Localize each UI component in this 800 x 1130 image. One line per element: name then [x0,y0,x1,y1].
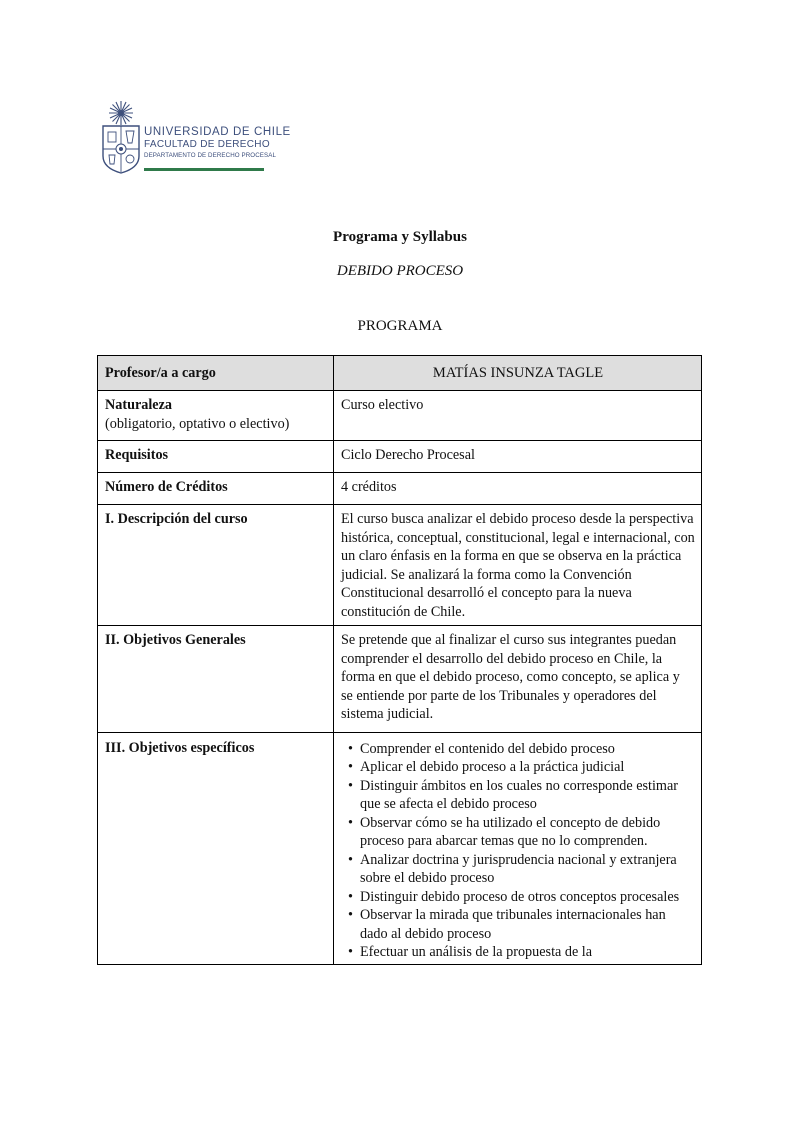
descripcion-value: El curso busca analizar el debido proceso desde la perspectiva histórica, conceptual, constitucional, legal e internacional, con un claro énfasis en la forma en que se observa en la práctica judicial. Se analizará la forma como la Convención Constitucional desarrolló el concepto para la nueva constitución de Chile. [334,505,702,626]
naturaleza-sublabel: (obligatorio, optativo o electivo) [105,415,290,432]
list-item: • Aplicar el debido proceso a la práctica judicial [347,758,695,777]
objetivos-especificos-cell [334,732,702,964]
university-logo [100,100,290,175]
objetivos-generales-value: Se pretende que al finalizar el curso sus integrantes puedan comprender el desarrollo del debido proceso en Chile, la forma en que el debido proceso, como concepto, se aplica y se entiende por parte de los Tribunales y operadores del sistema judicial. [334,626,702,733]
row-objetivos-especificos [98,732,702,964]
requisitos-label: Requisitos [98,441,334,473]
logo-faculty: FACULTAD DE DERECHO [144,139,270,150]
list-item: • Efectuar un análisis de la propuesta de la [347,943,695,962]
program-table [97,355,702,965]
objetivos-generales-label: II. Objetivos Generales [98,626,334,733]
university-crest-icon [100,100,142,175]
list-item: • Analizar doctrina y jurisprudencia nacional y extranjera sobre el debido proceso [347,851,695,888]
list-item: • Comprender el contenido del debido proceso [347,740,695,759]
naturaleza-label: Naturaleza [105,397,172,413]
list-item: • Distinguir ámbitos en los cuales no corresponde estimar que se afecta el debido proceso [347,777,695,814]
naturaleza-cell [98,391,334,441]
descripcion-label: I. Descripción del curso [98,505,334,626]
section-title: PROGRAMA [357,318,443,334]
document-title: Programa y Syllabus [333,229,467,245]
list-item: • Observar cómo se ha utilizado el concepto de debido proceso para abarcar temas que no lo comprenden. [347,814,695,851]
list-item: • Distinguir debido proceso de otros conceptos procesales [347,888,695,907]
profesor-label: Profesor/a a cargo [98,356,334,391]
logo-department: DEPARTAMENTO DE DERECHO PROCESAL [144,152,277,159]
requisitos-value: Ciclo Derecho Procesal [334,441,702,473]
creditos-label: Número de Créditos [98,473,334,505]
logo-university: UNIVERSIDAD DE CHILE [144,126,291,138]
row-objetivos-generales [98,626,702,733]
row-creditos [98,473,702,505]
row-descripcion [98,505,702,626]
logo-divider [144,168,264,171]
row-naturaleza [98,391,702,441]
course-name: DEBIDO PROCESO [336,263,464,279]
objetivos-especificos-label: III. Objetivos específicos [98,732,334,964]
list-item: • Observar la mirada que tribunales internacionales han dado al debido proceso [347,906,695,943]
row-profesor [98,356,702,391]
profesor-value: MATÍAS INSUNZA TAGLE [334,356,702,391]
creditos-value: 4 créditos [334,473,702,505]
row-requisitos [98,441,702,473]
naturaleza-value: Curso electivo [334,391,702,441]
objetivos-especificos-list [341,740,695,962]
logo-text [144,126,291,160]
